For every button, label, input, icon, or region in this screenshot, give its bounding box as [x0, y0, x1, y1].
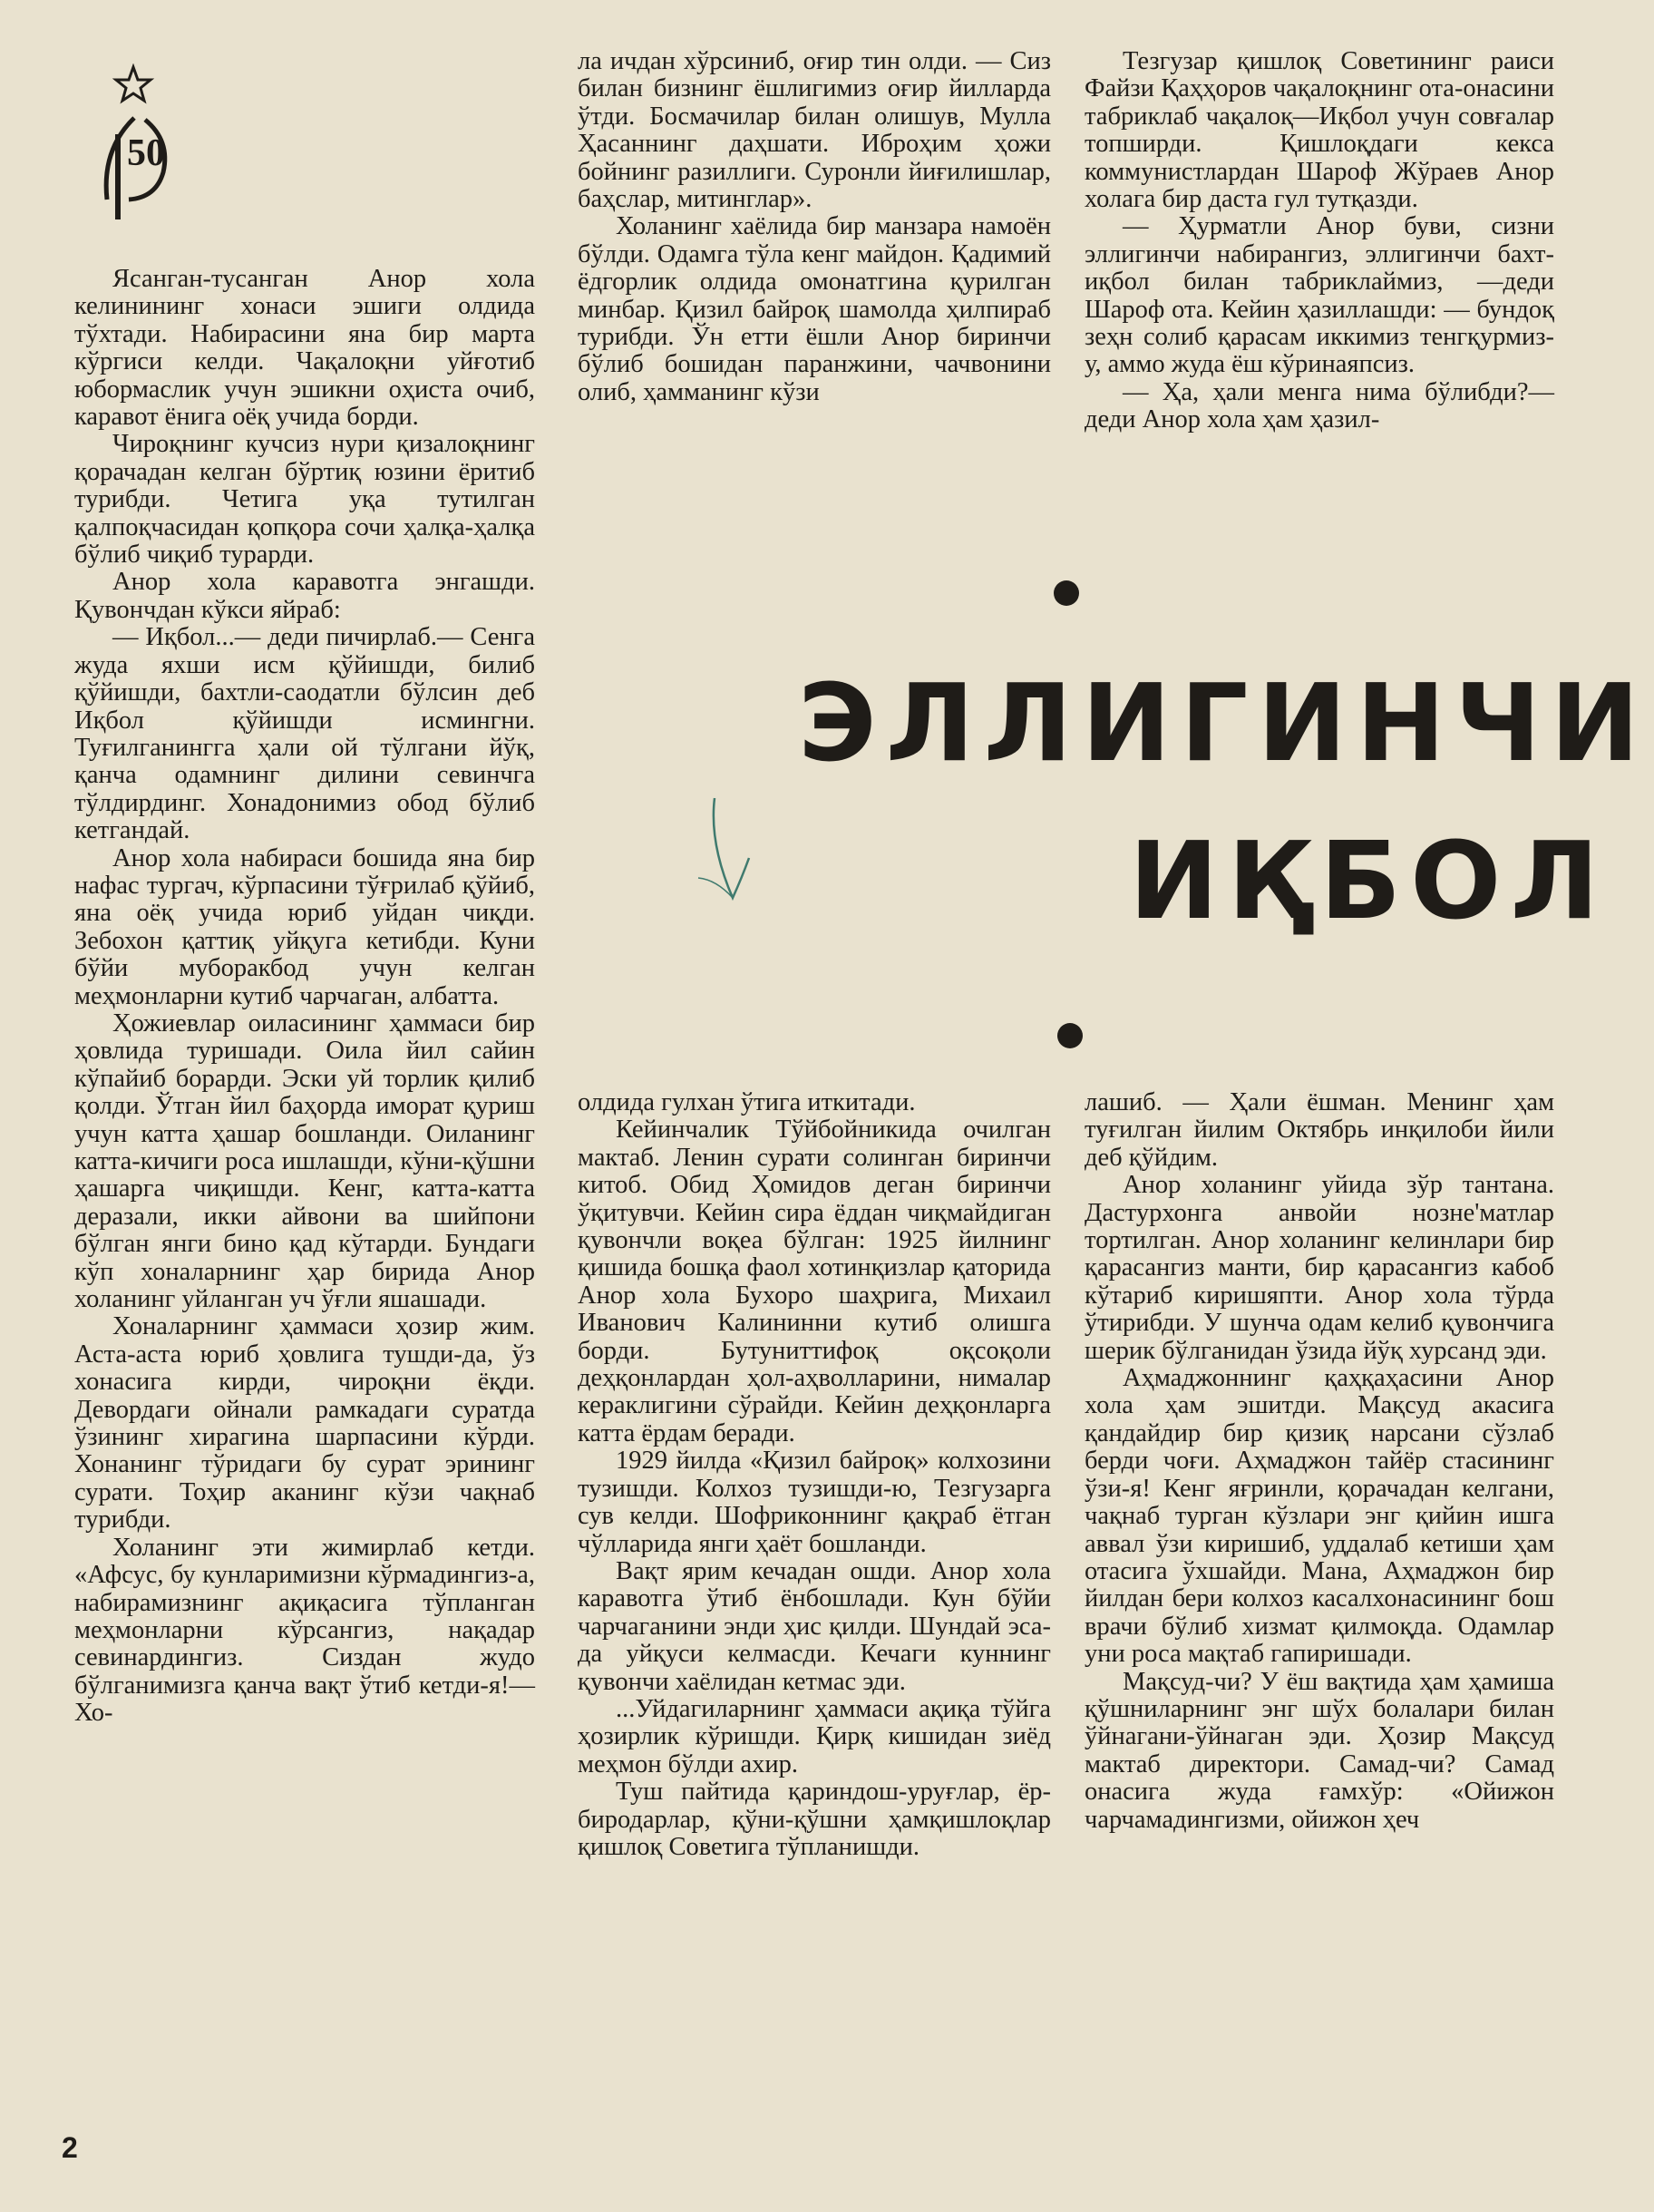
column-middle-top: [578, 48, 1051, 556]
paragraph: Анор холанинг уйида зўр тантана. Дастурхонга анвойи нозне'матлар тортилган. Анор холанинг келинлари бир қарасангиз манти, бир қарасангиз кабоб кўтариб киришяпти. Анор хола тўрда ўтирибди. У шунча одам келиб қувончига шерик бўлганидан ўзида йўқ хурсанд эди.: [1085, 1171, 1554, 1365]
emblem-numeral: 50: [127, 132, 165, 174]
paragraph: ...Уйдагиларнинг ҳаммаси ақиқа тўйга ҳозирлик кўришди. Қирқ кишидан зиёд меҳмон бўлди ахир.: [578, 1694, 1051, 1778]
column-left: [74, 266, 535, 2161]
star-hammer-sickle-emblem-icon: [91, 63, 177, 231]
paragraph: Хоналарнинг ҳаммаси ҳозир жим. Аста-аста юриб ҳовлига тушди-да, ўз хонасига кирди, чироқни ёқди. Девордаги ойнали рамкадаги суратда ўзининг хирагина шарпасини кўрди. Хонанинг тўридаги бу сурат эрининг сурати. Тоҳир аканинг кўзи чақнаб турибди.: [74, 1312, 535, 1535]
paragraph: — Иқбол...— деди пичирлаб.— Сенга жуда яхши исм қўйишди, билиб қўйишди, бахтли-саодатли бўлсин деб Иқбол қўйишди исмингни. Туғилганингга ҳали ой тўлгани йўқ, қанча одамнинг дилини севинчга тўлдирдинг. Хонадонимиз обод бўлиб кетгандай.: [74, 623, 535, 845]
paragraph: Анор хола набираси бошида яна бир нафас тургач, кўрпасини тўғрилаб қўйиб, яна оёқ учида юриб уйдан чиқди. Зебохон қаттиқ уйқуга кетибди. Куни бўйи муборакбод учун келган меҳмонларни кутиб чарчаган, албатта.: [74, 843, 535, 1010]
paragraph: Холанинг эти жимирлаб кетди. «Афсус, бу кунларимизни кўрмадингиз-а, набирамизнинг ақиқасига тўпланган меҳмонларни кўрсангиз, нақадар севинардингиз. Сиздан жудо бўлганимизга қанча вақт ўтиб кетди-я!—Хо-: [74, 1533, 535, 1728]
column-right-top: [1085, 48, 1554, 556]
paragraph: Кейинчалик Тўйбойникида очилган мактаб. Ленин сурати солинган биринчи китоб. Обид Ҳомидов деган биринчи ўқитувчи. Кейин сира ёддан чиқмайдиган қувончли воқеа бўлган: 1925 йилнинг қишида бошқа фаол хотинқизлар қаторида Анор хола Бухоро шаҳрига, Михаил Иванович Калининни кутиб олишга борди. Бутуниттифоқ оқсоқоли деҳқонлардан ҳол-аҳволларини, нималар кераклигини сўрайди. Кейин деҳқонларга катта ёрдам беради.: [578, 1116, 1051, 1447]
paragraph: ла ичдан хўрсиниб, оғир тин олди. — Сиз билан бизнинг ёшлигимиз оғир йилларда ўтди. Босмачилар билан олишув, Мулла Ҳасаннинг даҳшати. Иброҳим ҳожи бойнинг разиллиги. Суронли йиғилишлар, баҳслар, митинглар».: [578, 47, 1051, 214]
paragraph: Тезгузар қишлоқ Советининг раиси Файзи Қаҳҳоров чақалоқнинг ота-онасини табриклаб чақалоқ—Иқбол учун совғалар топширди. Қишлоқдаги кекса коммунистлардан Шароф Жўраев Анор холага бир даста гул тутқазди.: [1085, 47, 1554, 214]
paragraph: Холанинг хаёлида бир манзара намоён бўлди. Одамга тўла кенг майдон. Қадимий ёдгорлик олдида омонатгина қурилган минбар. Қизил байроқ шамолда ҳилпираб турибди. Ўн етти ёшли Анор биринчи бўлиб бошидан паранжини, чачвонини олиб, ҳамманинг кўзи: [578, 212, 1051, 406]
column-right-bottom: [1085, 1089, 1554, 2159]
paragraph: Вақт ярим кечадан ошди. Анор хола каравотга ўтиб ёнбошлади. Кун бўйи чарчаганини энди ҳис қилди. Шундай эса-да уйқуси келмасди. Кечаги куннинг қувончи хаёлидан кетмас эди.: [578, 1556, 1051, 1696]
paragraph: Ҳожиевлар оиласининг ҳаммаси бир ҳовлида туришади. Оила йил сайин кўпайиб борарди. Эски уй торлик қилиб қолди. Ўтган йил баҳорда иморат қуриш учун катта ҳашар бошланди. Оиланинг катта-кичиги роса ишлашди, кўни-қўшни ҳашарга чиқишди. Кенг, катта-катта деразали, икки айвони ва шийпони бўлган янги бино қад кўтарди. Бундаги кўп хоналарнинг ҳар бирида Анор холанинг уйланган уч ўғли яшашади.: [74, 1009, 535, 1314]
story-title-line2: ИҚБОЛ: [1129, 818, 1609, 943]
pen-mark-icon: [689, 771, 798, 925]
paragraph: — Ҳа, ҳали менга нима бўлибди?—деди Анор хола ҳам ҳазил-: [1085, 377, 1554, 434]
paragraph: — Ҳурматли Анор буви, сизни эллигинчи набирангиз, эллигинчи бахт-иқбол билан табриклаймиз, —деди Шароф ота. Кейин ҳазиллашди: — бундоқ зеҳн солиб қарасам иккимиз тенгқурмиз-у, аммо жуда ёш кўринаяпсиз.: [1085, 212, 1554, 379]
paragraph: Мақсуд-чи? У ёш вақтида ҳам ҳамиша қўшниларнинг энг шўх болалари билан ўйнагани-ўйнаган эди. Ҳозир Мақсуд мактаб директори. Самад-чи? Самад онасига жуда ғамхўр: «Ойижон чарчамадингизми, ойижон ҳеч: [1085, 1667, 1554, 1834]
story-title-line1: ЭЛЛИГИНЧИ: [798, 660, 1649, 785]
paragraph: олдида гулхан ўтига иткитади.: [578, 1088, 916, 1116]
title-dot-bottom: [1057, 1023, 1083, 1048]
paragraph: Ясанган-тусанган Анор хола келинининг хонаси эшиги олдида тўхтади. Набирасини яна бир марта кўргиси келди. Чақалоқни уйғотиб юбормаслик учун эшикни оҳиста очиб, каравот ёнига оёқ учида борди.: [74, 265, 535, 432]
paragraph: 1929 йилда «Қизил байроқ» колхозини тузишди. Колхоз тузишди-ю, Тезгузарга сув келди. Шофриконнинг қақраб ётган чўлларида янги ҳаёт бошланди.: [578, 1447, 1051, 1558]
page-number: 2: [62, 2131, 78, 2164]
paragraph: Чироқнинг кучсиз нури қизалоқнинг қорачадан келган бўртиқ юзини ёритиб турибди. Четига уқа тутилган қалпоқчасидан қопқора сочи ҳалқа-ҳалқа бўлиб чиқиб турарди.: [74, 430, 535, 570]
paragraph: Аҳмаджоннинг қаҳқаҳасини Анор хола ҳам эшитди. Мақсуд акасига қандайдир бир қизиқ нарсани сўзлаб берди чоғи. Аҳмаджон тайёр стасининг ўзи-я! Кенг яғринли, қорачадан келгани, чақнаб турган кўзлари энг қийин ишга аввал ўзи киришиб, уддалаб кетиши ҳам отасига ўхшайди. Мана, Аҳмаджон бир йилдан бери колхоз касалхонасининг бош врачи бўлиб хизмат қилмоқда. Одамлар уни роса мақтаб гапиришади.: [1085, 1364, 1554, 1669]
paragraph: Анор хола каравотга энгашди. Қувончдан кўкси яйраб:: [74, 568, 535, 624]
title-dot-top: [1054, 580, 1079, 606]
column-middle-bottom: [578, 1089, 1051, 2159]
paragraph: лашиб. — Ҳали ёшман. Менинг ҳам туғилган йилим Октябрь инқилоби йили деб қўйдим.: [1085, 1088, 1554, 1172]
paragraph: Туш пайтида қариндош-уруғлар, ёр-биродарлар, қўни-қўшни ҳамқишлоқлар қишлоқ Советига тўпланишди.: [578, 1778, 1051, 1861]
